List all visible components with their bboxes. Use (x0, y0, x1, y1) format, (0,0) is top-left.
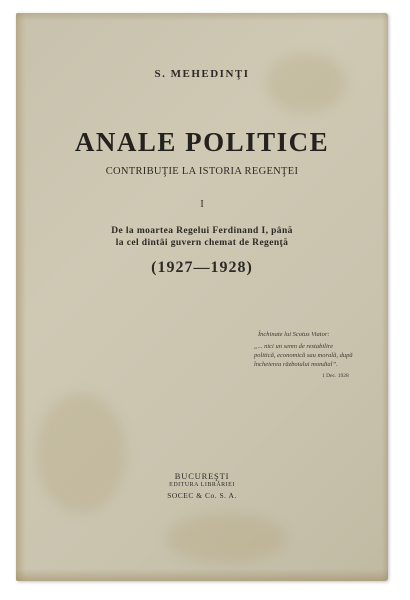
author-name: S. MEHEDINŢI (154, 68, 250, 80)
cover-bottom-wear (16, 569, 388, 581)
cover-top-wear (16, 13, 388, 21)
description-line-1: De la moartea Regelui Ferdinand I, până (111, 226, 293, 236)
year-range: (1927—1928) (151, 259, 253, 276)
publisher-line-1: EDITURA LIBRĂRIEI (169, 482, 235, 488)
volume-number: I (200, 199, 204, 210)
cover-stain (266, 53, 346, 113)
dedication-date: 1 Dec. 1928 (322, 373, 349, 379)
publication-city: BUCUREŞTI (174, 471, 230, 481)
book-cover (16, 13, 388, 581)
dedication-quote-line-2: politică, economică sau morală, după (254, 352, 353, 359)
book-subtitle: CONTRIBUŢIE LA ISTORIA REGENŢEI (105, 166, 299, 177)
publisher-line-2: SOCEC & Co. S. A. (167, 491, 237, 500)
cover-stain (166, 513, 286, 563)
dedication-heading: Închinate lui Scotus Viator: (258, 331, 330, 338)
dedication-quote-line-3: încheierea războiului mondial”. (254, 361, 338, 368)
dedication-quote-line-1: „... nici un semn de restabilire (254, 343, 333, 350)
description-line-2: la cel dintâi guvern chemat de Regenţă (115, 238, 289, 248)
book-title: ANALE POLITICE (74, 127, 330, 157)
